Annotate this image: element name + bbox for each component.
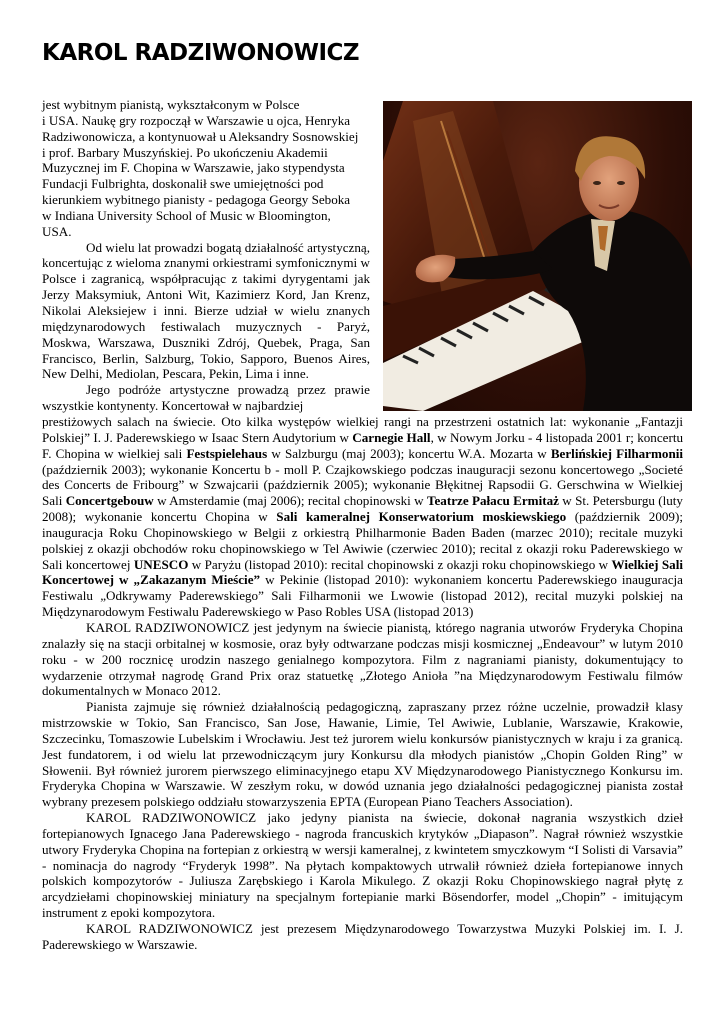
venue-text: w St. Petersburgu (luty 2008); wykonanie koncertu Chopina w xyxy=(42,493,683,525)
intro-line: i USA. Naukę gry rozpoczął w Warszawie u ojca, Henryka xyxy=(42,112,351,128)
intro-line: Muzycznej im F. Chopina w Warszawie, jako stypendysta xyxy=(42,160,345,176)
main-column xyxy=(42,414,683,953)
intro-column xyxy=(42,97,370,414)
venue-text: w Pekinie (listopad 2010): wykonaniem koncertu Paderewskiego inauguracja Festiwalu „Odkrywamy Paderewskiego” Sali Filharmonii we Lwowie (listopad 2012), recital muzyki polskiej na Międzynarodowym Festiwalu Paderewskiego w Paso Robles USA (listopad 2013) xyxy=(42,572,683,620)
intro-line: Radziwonowicza, a kontynuował u Aleksandry Sosnowskiej xyxy=(42,128,359,144)
venue-text: w Paryżu (listopad 2010): recital chopinowski z okazji roku chopinowskiego w xyxy=(188,556,612,572)
venue-text: w Amsterdamie (maj 2006); recital chopinowski w xyxy=(153,493,427,509)
intro-line: i prof. Barbary Muszyńskiej. Po ukończeniu Akademii xyxy=(42,144,328,160)
paragraph-recordings: KAROL RADZIWONOWICZ jako jedyny pianista na świecie, dokonał nagrania wszystkich dzieł fortepianowych Ignacego Jana Paderewskiego - nagroda francuskich krytyków „Diapason”. Nagrał również wszystkie utwory Fryderyka Chopina na fortepian z orkiestrą w wersji kameralnej, z kwintetem smyczkowym “I Solisti di Varsavia” - nominacja do nagrody “Fryderyk 1998”. Na płytach kompaktowych utrwalił również dzieła fortepianowe innych polskich kompozytorów - Juliusza Zarębskiego i Karola Mikulego. Z okazji Roku Chopinowskiego nagrał płytę z arcydziełami chopinowskiej miniatury na specjalnym fortepianie marki Bösendorfer, model „Chopin” - imitującym instrument z epoki kompozytora. xyxy=(42,810,683,921)
intro-line: USA. xyxy=(42,223,72,239)
venue-name: Teatrze Pałacu Ermitaż xyxy=(426,493,559,509)
intro-line: Fundacji Fulbrighta, doskonalił swe umiejętności pod xyxy=(42,176,324,192)
venue-name: Sali kameralnej Konserwatorium moskiewskiego xyxy=(276,509,567,525)
intro-line: kierunkiem wybitnego pianisty - pedagoga Georgy Seboka xyxy=(42,192,351,208)
paragraph-venues xyxy=(42,414,683,620)
venue-text: prestiżowych salach na świecie. Oto kilka występów wielkiej rangi na przestrzeni ostatnich lat: wykonanie „Fantazji Polskiej” I. J. Paderewskiego w Isaac Stern Audytorium w xyxy=(42,414,683,445)
pianist-photo-illustration xyxy=(383,101,692,411)
venue-text: (październik 2009); inauguracja Roku Chopinowskiego w Belgii z orkiestrą Philharmonie Baden Baden (marzec 2010); recitale muzyki polskiej z okazji obchodów roku chopinowskiego w Tel Awiwie (czerwiec 2010); recital z okazji roku Paderewskiego w Sali koncertowej xyxy=(42,509,683,572)
paragraph-society: KAROL RADZIWONOWICZ jest prezesem Międzynarodowego Towarzystwa Muzyki Polskiej im. I. J. Paderewskiego w Warszawie. xyxy=(42,921,683,952)
paragraph-travels-start: Jego podróże artystyczne prowadzą przez prawie wszystkie kontynenty. Koncertował w najbardziej xyxy=(42,382,370,414)
intro-line: jest wybitnym pianistą, wykształconym w Polsce xyxy=(42,97,300,112)
venue-name: Festspielehaus xyxy=(186,445,268,461)
venue-text: (październik 2003); wykonanie Koncertu b - moll P. Czajkowskiego podczas inauguracji sezonu koncertowego „Societé des Concerts de Fribourg” w Szwajcarii (październik 2005); wykonanie Błękitnej Rapsodii G. Gerschwina w Wielkiej Sali xyxy=(42,461,683,509)
venue-name: UNESCO xyxy=(133,556,189,572)
intro-paragraph xyxy=(42,97,370,240)
paragraph-career: Od wielu lat prowadzi bogatą działalność artystyczną, koncertując z wieloma znanymi orkiestrami symfonicznymi w Polsce i zagranicą, współpracując z takimi dyrygentami jak Jerzy Maksymiuk, Antoni Wit, Kazimierz Kord, Jan Krenz, Nikolai Aleksiejew i inni. Bierze udział w wielu znanych międzynarodowych festiwalach muzycznych - Paryż, Moskwa, Warszawa, Duszniki Zdrój, Quebek, Praga, San Francisco, Berlin, Salzburg, Tokio, Sapporo, Buenos Aires, New Delhi, Mediolan, Pescara, Pekin, Lima i inne. xyxy=(42,239,370,382)
venue-name: Wielkiej Sali Koncertowej w „Zakazanym Mieście” xyxy=(42,556,683,588)
intro-line: w Indiana University School of Music w Bloomington, xyxy=(42,207,331,223)
paragraph-teaching: Pianista zajmuje się również działalnością pedagogiczną, zapraszany przez różne uczelnie, prowadził klasy mistrzowskie w Tokio, San Francisco, San Jose, Hawanie, Limie, Tel Awiwie, Lublanie, Warszawie, Krakowie, Szczecinku, Tomaszowie Lubelskim i Wrocławiu. Jest też jurorem wielu konkursów pianistycznych w kraju i za granicą. Jest fundatorem, i od wielu lat przewodniczącym jury Konkursu dla młodych pianistów „Chopin Golden Ring” w Słowenii. Był również jurorem pierwszego eliminacyjnego etapu XV Międzynarodowego Pianistycznego Konkursu im. Fryderyka Chopina w Warszawie. W zeszłym roku, w dowód uznania jego działalności pedagogicznej pianista został wybrany prezesem polskiego oddziału stowarzyszenia EPTA (European Piano Teachers Association). xyxy=(42,699,683,810)
venue-name: Carnegie Hall xyxy=(352,429,431,445)
venue-text: , w Nowym Jorku - 4 listopada 2001 r; koncertu F. Chopina w wielkiej sali xyxy=(42,429,684,461)
venue-name: Concertgebouw xyxy=(65,493,154,509)
page-title: KAROL RADZIWONOWICZ xyxy=(42,40,360,66)
venue-text: w Salzburgu (maj 2003); koncertu W.A. Mozarta w xyxy=(267,445,551,461)
venue-name: Berlińskiej Filharmonii xyxy=(550,445,684,461)
paragraph-space-mission: KAROL RADZIWONOWICZ jest jedynym na świecie pianistą, którego nagrania utworów Fryderyka Chopina znalazły się na stacji orbitalnej w kosmosie, oraz były odtwarzane podczas misji kosmicznej „Endeavour” w lutym 2010 roku - w 200 rocznicę urodzin naszego genialnego kompozytora. Film z nagraniami pianisty, dokumentujący to wydarzenie otrzymał nagrodę Grand Prix oraz statuetkę „Złotego Anioła ”na Międzynarodowym Festiwalu filmów dokumentalnych w Monaco 2012. xyxy=(42,619,683,699)
pianist-photo xyxy=(383,101,692,411)
